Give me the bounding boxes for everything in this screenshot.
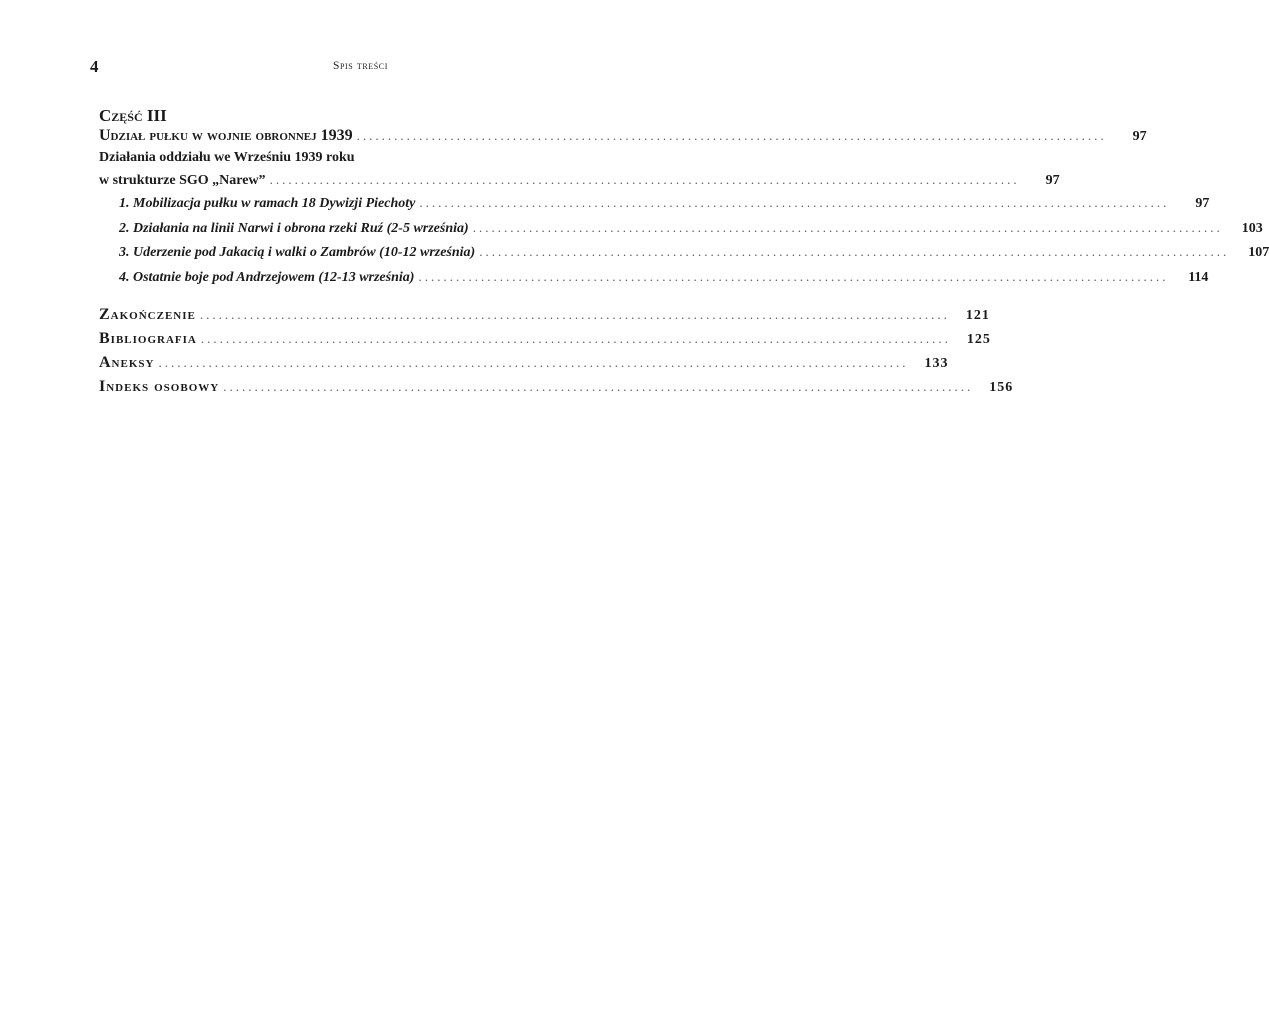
toc-entry-title: w strukturze SGO „Narew” [99, 173, 266, 188]
toc-entry-page: 97 [1195, 196, 1210, 211]
leader-dots: ........................................................................................................................ [418, 268, 1169, 284]
toc-subsection-entry [99, 240, 1269, 265]
leader-dots: ........................................................................................................................ [356, 128, 1107, 143]
toc-entry-page: 114 [1188, 269, 1209, 285]
leader-dots: ........................................................................................................................ [200, 331, 951, 346]
leader-dots: ........................................................................................................................ [269, 172, 1020, 187]
toc-backmatter-entry [99, 351, 949, 375]
toc-entry-page: 156 [989, 380, 1014, 395]
leader-dots: ........................................................................................................................ [472, 219, 1223, 235]
part-label: Część III [99, 106, 167, 125]
leader-dots: ........................................................................................................................ [223, 379, 974, 394]
leader-dots: ........................................................................................................................ [419, 195, 1170, 210]
toc-entry-page: 121 [965, 308, 990, 323]
toc-subsection-entry [99, 191, 1210, 216]
toc-entry-page: 97 [1132, 129, 1147, 144]
leader-dots: ........................................................................................................................ [158, 355, 909, 370]
toc-entry-page: 133 [924, 356, 949, 371]
toc-subsection-entry [99, 216, 1263, 241]
leader-dots: ........................................................................................................................ [479, 244, 1230, 259]
toc-entry-page: 125 [966, 332, 991, 347]
toc-entry-page: 107 [1248, 245, 1269, 260]
toc-entry-page: 103 [1241, 220, 1263, 236]
toc-entry-title: Indeks osobowy [99, 378, 220, 395]
toc-entry-title: 4. Ostatnie boje pod Andrzejowem (12-13 września) [119, 269, 415, 285]
toc-subsection-entry [99, 265, 1209, 290]
toc-entry-title: Bibliografia [99, 330, 197, 347]
toc-chapter-entry [99, 125, 1147, 147]
toc-entry-title: Udział pułku w wojnie obronnej 1939 [99, 127, 353, 144]
toc-entry-page: 97 [1045, 173, 1060, 188]
running-head: Spis treści [333, 60, 388, 72]
toc-entry-title: 1. Mobilizacja pułku w ramach 18 Dywizji Piechoty [119, 196, 416, 211]
page-number: 4 [90, 57, 99, 76]
toc-section-title-line1: Działania oddziału we Wrześniu 1939 roku [99, 150, 355, 165]
toc-section-entry [99, 169, 1060, 191]
toc-entry-title: Aneksy [99, 354, 155, 371]
toc-backmatter-entry [99, 327, 991, 351]
toc-entry-title: 3. Uderzenie pod Jakacią i walki o Zambrów (10-12 września) [119, 245, 476, 260]
leader-dots: ........................................................................................................................ [199, 307, 950, 322]
toc-backmatter-entry [99, 375, 1014, 399]
toc-entry-title: 2. Działania na linii Narwi i obrona rzeki Ruź (2-5 września) [119, 220, 469, 236]
toc-entry-title: Zakończenie [99, 306, 196, 323]
table-of-contents [99, 106, 1269, 399]
toc-backmatter-entry [99, 303, 990, 327]
